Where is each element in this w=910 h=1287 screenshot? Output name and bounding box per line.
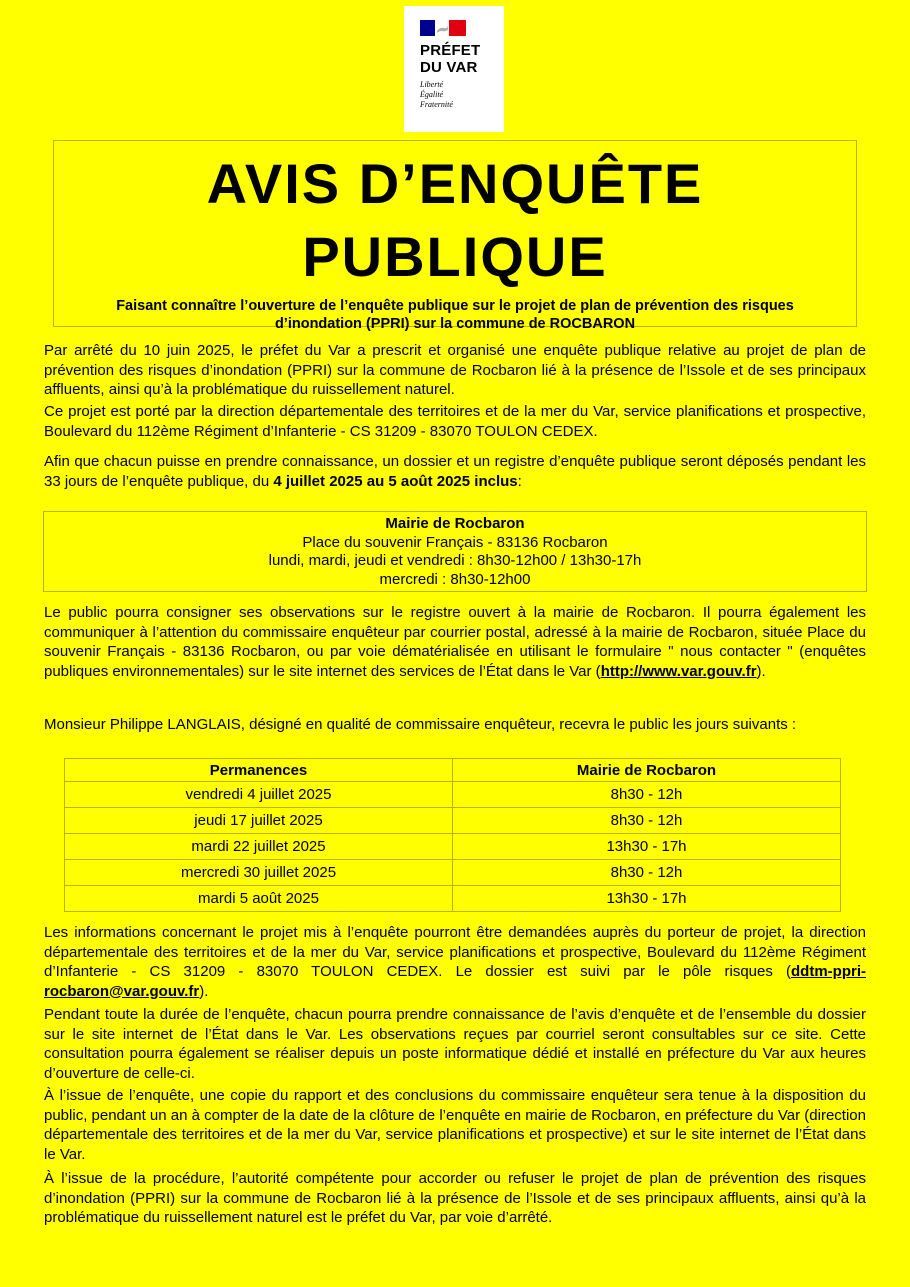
logo-line-1: PRÉFET <box>420 42 481 59</box>
ddtm-email-link[interactable]: ddtm-ppri-rocbaron@var.gouv.fr <box>44 963 866 1000</box>
prefecture-logo <box>404 6 504 132</box>
var-website-link[interactable]: http://www.var.gouv.fr <box>600 662 757 680</box>
after-inquiry-paragraph: À l’issue de l’enquête, une copie du rapport et des conclusions du commissaire enquêteur sera tenue à la disposition du public, pendant un an à compter de la date de la clôture de l’enquête en mairie de Rocbaron, en préfecture du Var (direction départementale des territoires et de la mer du Var, service planifications et prospective) et sur le site internet de l’État dans le Var. <box>44 1087 866 1163</box>
info-paragraph: Les informations concernant le projet mis à l’enquête pourront être demandées auprès du porteur de projet, la direction départementale des territoires et de la mer du Var, service planifications et prospective, Boulevard du 112ème Régiment d’Infanterie - CS 31209 - 83070 TOULON CEDEX. Le dossier est suivi par le pôle risques (ddtm-ppri-rocbaron@var.gouv.fr). <box>44 924 866 1000</box>
schedule-table <box>64 758 841 912</box>
table-row: jeudi 17 juillet 2025 8h30 - 12h <box>65 808 841 834</box>
page-subtitle: Faisant connaître l’ouverture de l’enquête publique sur le projet de plan de prévention des risques d’inondation (PPRI) sur la commune de ROCBARON <box>116 298 794 332</box>
logo-motto <box>420 80 504 110</box>
intro-paragraph-1: Par arrêté du 10 juin 2025, le préfet du Var a prescrit et organisé une enquête publique relative au projet de plan de prévention des risques d’inondation (PPRI) sur la commune de Rocbaron lié à la présence de l’Issole et de ses principaux affluents, ainsi qu’à la problématique du ruissellement naturel. <box>44 342 866 398</box>
motto-egalite: Égalité <box>420 90 444 99</box>
table-row: mardi 5 août 2025 13h30 - 17h <box>65 886 841 912</box>
intro-paragraph-2: Ce projet est porté par la direction départementale des territoires et de la mer du Var, service planifications et prospective, Boulevard du 112ème Régiment d’Infanterie - CS 31209 - 83070 TOULON CEDEX. <box>44 403 866 440</box>
observations-paragraph: Le public pourra consigner ses observations sur le registre ouvert à la mairie de Rocbaron. Il pourra également les communiquer à l’attention du commissaire enquêteur par courrier postal, adressé à la mairie de Rocbaron, située Place du souvenir Français - 83136 Rocbaron, ou par voie dématérialisée en utilisant le formulaire " nous contacter " (enquêtes publiques environnementales) sur le site internet des services de l’État dans le Var (http://www.var.gouv.fr). <box>44 604 866 680</box>
during-inquiry-paragraph: Pendant toute la durée de l’enquête, chacun pourra prendre connaissance de l’avis d’enquête et de l’ensemble du dossier sur le site internet de l’État dans le Var. Les observations reçues par courriel seront consultables sur ce site. Cette consultation pourra également se réaliser depuis un poste informatique dédié et installé en préfecture du Var aux heures d’ouverture de celle-ci. <box>44 1006 866 1082</box>
table-header-row <box>65 759 841 782</box>
table-row: mercredi 30 juillet 2025 8h30 - 12h <box>65 860 841 886</box>
address-hours-1: lundi, mardi, jeudi et vendredi : 8h30-12h00 / 13h30-17h <box>268 552 642 569</box>
header-mairie: Mairie de Rocbaron <box>453 759 841 782</box>
intro-paragraph-3: Afin que chacun puisse en prendre connaissance, un dossier et un registre d’enquête publique seront déposés pendant les 33 jours de l’enquête publique, du 4 juillet 2025 au 5 août 2025 inclus: <box>44 453 866 490</box>
address-name: Mairie de Rocbaron <box>385 515 525 532</box>
title-line-2: PUBLIQUE <box>302 225 608 288</box>
title-line-1: AVIS D’ENQUÊTE <box>206 152 704 215</box>
inquiry-dates: 4 juillet 2025 au 5 août 2025 inclus <box>273 472 518 490</box>
logo-line-2: DU VAR <box>420 59 478 76</box>
after-procedure-paragraph: À l’issue de la procédure, l’autorité compétente pour accorder ou refuser le projet de plan de prévention des risques d’inondation (PPRI) sur la commune de Rocbaron lié à la présence de l’Issole et de ses principaux affluents, ainsi qu’à la problématique du ruissellement naturel est le préfet du Var, par voie d’arrêté. <box>44 1170 866 1226</box>
address-hours-2: mercredi : 8h30-12h00 <box>379 570 531 588</box>
title-box <box>53 140 857 332</box>
table-row: vendredi 4 juillet 2025 8h30 - 12h <box>65 782 841 808</box>
address-box <box>43 511 867 592</box>
motto-liberte: Liberté <box>420 80 444 89</box>
address-street: Place du souvenir Français - 83136 Rocbaron <box>302 533 608 551</box>
commissioner-paragraph: Monsieur Philippe LANGLAIS, désigné en qualité de commissaire enquêteur, recevra le public les jours suivants : <box>44 716 797 733</box>
table-row: mardi 22 juillet 2025 13h30 - 17h <box>65 834 841 860</box>
header-permanences: Permanences <box>65 759 453 782</box>
french-flag-icon <box>420 20 466 36</box>
page-title <box>54 141 856 293</box>
motto-fraternite: Fraternité <box>420 100 453 109</box>
